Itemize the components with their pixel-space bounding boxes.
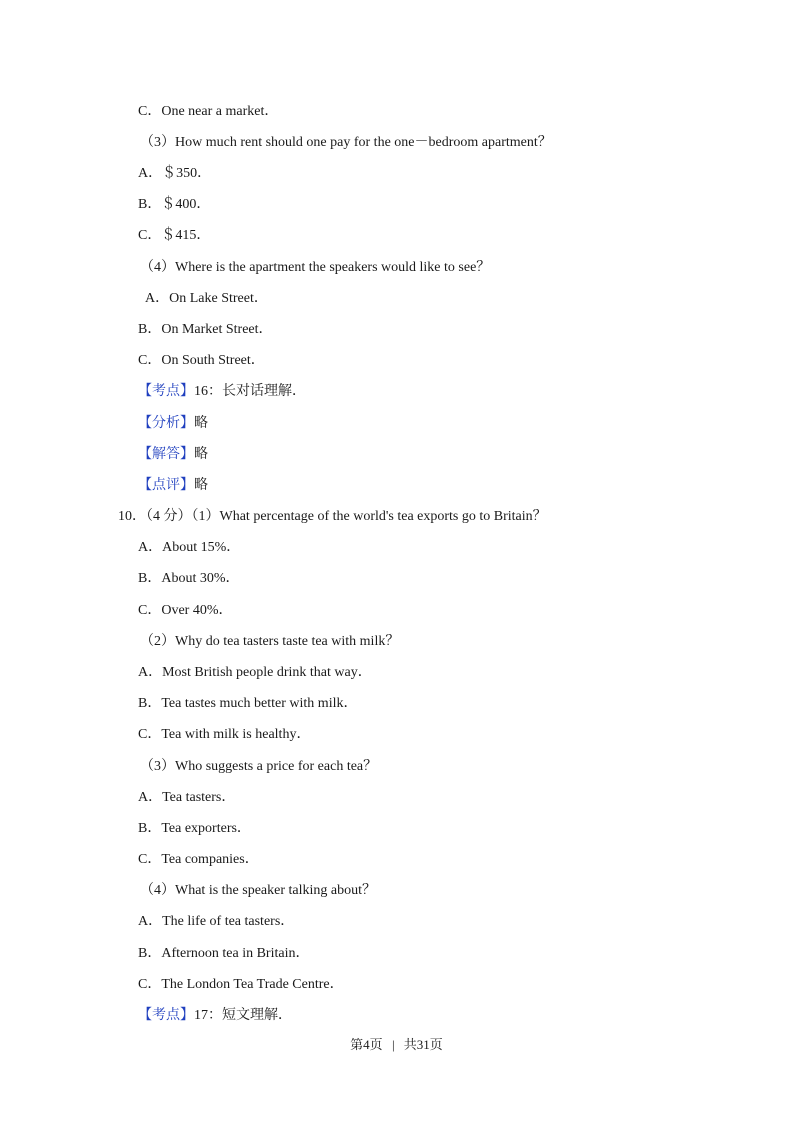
q9-3-option-a: A．＄350． (138, 166, 212, 181)
q10-4-question: （4）What is the speaker talking about？ (140, 883, 376, 898)
q9-1-option-c: C．One near a market． (138, 104, 279, 119)
tag-label: 【考点】 (138, 1008, 194, 1023)
q9-3-option-c: C．＄415． (138, 228, 211, 243)
q10-3-option-c: C．Tea companies． (138, 852, 259, 867)
q10-1-option-c: C．Over 40%． (138, 603, 233, 618)
tag-label: 【解答】 (138, 447, 194, 462)
q10-3-option-a: A．Tea tasters． (138, 790, 236, 805)
q10-tag-kaodian (138, 1006, 292, 1026)
tag-text: 16：长对话理解． (194, 384, 306, 399)
q10-2-option-a: A．Most British people drink that way． (138, 665, 372, 680)
q9-4-option-a: A．On Lake Street． (145, 291, 268, 306)
q10-2-option-c: C．Tea with milk is healthy． (138, 727, 311, 742)
q10-4-option-b: B．Afternoon tea in Britain． (138, 946, 310, 961)
q9-tag-fenxi (138, 414, 208, 434)
q10-header: 10．（4 分）（1）What percentage of the world's tea exports go to Britain？ (118, 509, 547, 524)
q9-tag-jieda (138, 445, 208, 465)
q9-tag-kaodian (138, 382, 306, 402)
q10-3-question: （3）Who suggests a price for each tea？ (140, 759, 378, 774)
tag-text: 略 (194, 447, 208, 462)
tag-label: 【考点】 (138, 384, 194, 399)
tag-text: 17：短文理解． (194, 1008, 292, 1023)
q10-1-option-b: B．About 30%． (138, 571, 240, 586)
page-footer (0, 1035, 793, 1055)
q9-3-question: （3）How much rent should one pay for the one－bedroom apartment？ (140, 135, 552, 150)
q9-4-option-b: B．On Market Street． (138, 322, 273, 337)
footer-divider: | (391, 1037, 395, 1052)
q10-4-option-a: A．The life of tea tasters． (138, 914, 295, 929)
q10-2-option-b: B．Tea tastes much better with milk． (138, 696, 358, 711)
q9-4-question: （4）Where is the apartment the speakers would like to see？ (140, 260, 491, 275)
tag-text: 略 (194, 478, 208, 493)
q9-4-option-c: C．On South Street． (138, 353, 265, 368)
total-pages: 共31页 (403, 1037, 443, 1052)
page-number: 第4页 (350, 1037, 383, 1052)
q10-4-option-c: C．The London Tea Trade Centre． (138, 977, 344, 992)
tag-text: 略 (194, 416, 208, 431)
q10-3-option-b: B．Tea exporters． (138, 821, 251, 836)
q10-2-question: （2）Why do tea tasters taste tea with milk？ (140, 634, 400, 649)
q10-1-option-a: A．About 15%． (138, 540, 241, 555)
q9-tag-dianping (138, 476, 208, 496)
tag-label: 【点评】 (138, 478, 194, 493)
q9-3-option-b: B．＄400． (138, 197, 211, 212)
tag-label: 【分析】 (138, 416, 194, 431)
